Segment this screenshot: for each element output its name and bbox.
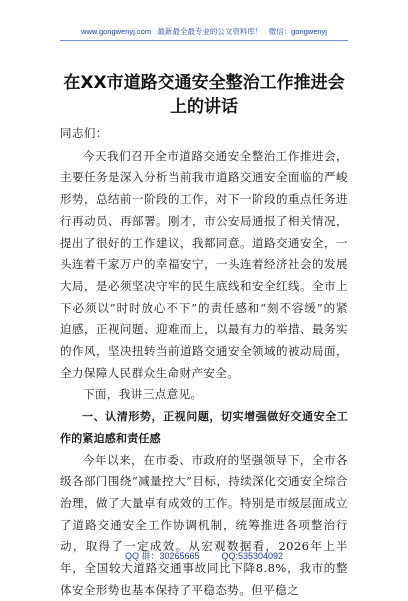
footer-qq: QQ:535304092: [221, 551, 284, 561]
document-body: [60, 123, 348, 601]
section-heading: 一、认清形势，正视问题，切实增强做好交通安全工作的紧迫感和责任感: [60, 410, 348, 445]
header-slogan: 最新最全最专业的公文资料库！: [157, 27, 263, 36]
body-paragraph: 今天我们召开全市道路交通安全整治工作推进会，主要任务是深入分析当前我市道路交通安全面临的严峻形势，总结前一阶段的工作，对下一阶段的重点任务进行再动员、再部署。刚才，市公安局通报了相关情况，提出了很好的工作建议，我都同意。道路交通安全，一头连着千家万户的幸福安宁，一头连着经济社会的发展大局，是必须坚决守牢的民生底线和安全红线。全市上下必须以“时时放心不下”的责任感和“刻不容缓”的紧迫感，正视问题、迎难而上，以最有力的举措、最务实的作风，坚决扭转当前道路交通安全领域的被动局面，全力保障人民群众生命财产安全。: [60, 148, 348, 380]
header-website-link[interactable]: www.gongwenyj.com: [81, 27, 152, 36]
body-paragraph: 今年以来，在市委、市政府的坚强领导下，全市各级各部门围绕“减量控大”目标，持续深化交通安全综合治理，做了大量卓有成效的工作。特别是市级层面成立了道路交通安全工作协调机制，统筹推进各项整治行动，取得了一定成效。从宏观数据看，2026年上半年，全国较大道路交通事故同比下降8.8%，我市的整体安全形势也基本保持了平稳态势。但平稳之: [60, 452, 348, 597]
header-divider: [60, 40, 348, 41]
header-wechat: 微信：gongwenyj: [268, 27, 327, 36]
site-header: [0, 26, 408, 37]
footer-qq-group: QQ 群：30265665: [124, 551, 200, 561]
document-title: 在XX市道路交通安全整治工作推进会上的讲话: [63, 73, 345, 117]
salutation: 同志们：: [60, 126, 108, 140]
body-paragraph: 下面，我讲三点意见。: [83, 387, 203, 402]
site-footer: [0, 549, 408, 562]
